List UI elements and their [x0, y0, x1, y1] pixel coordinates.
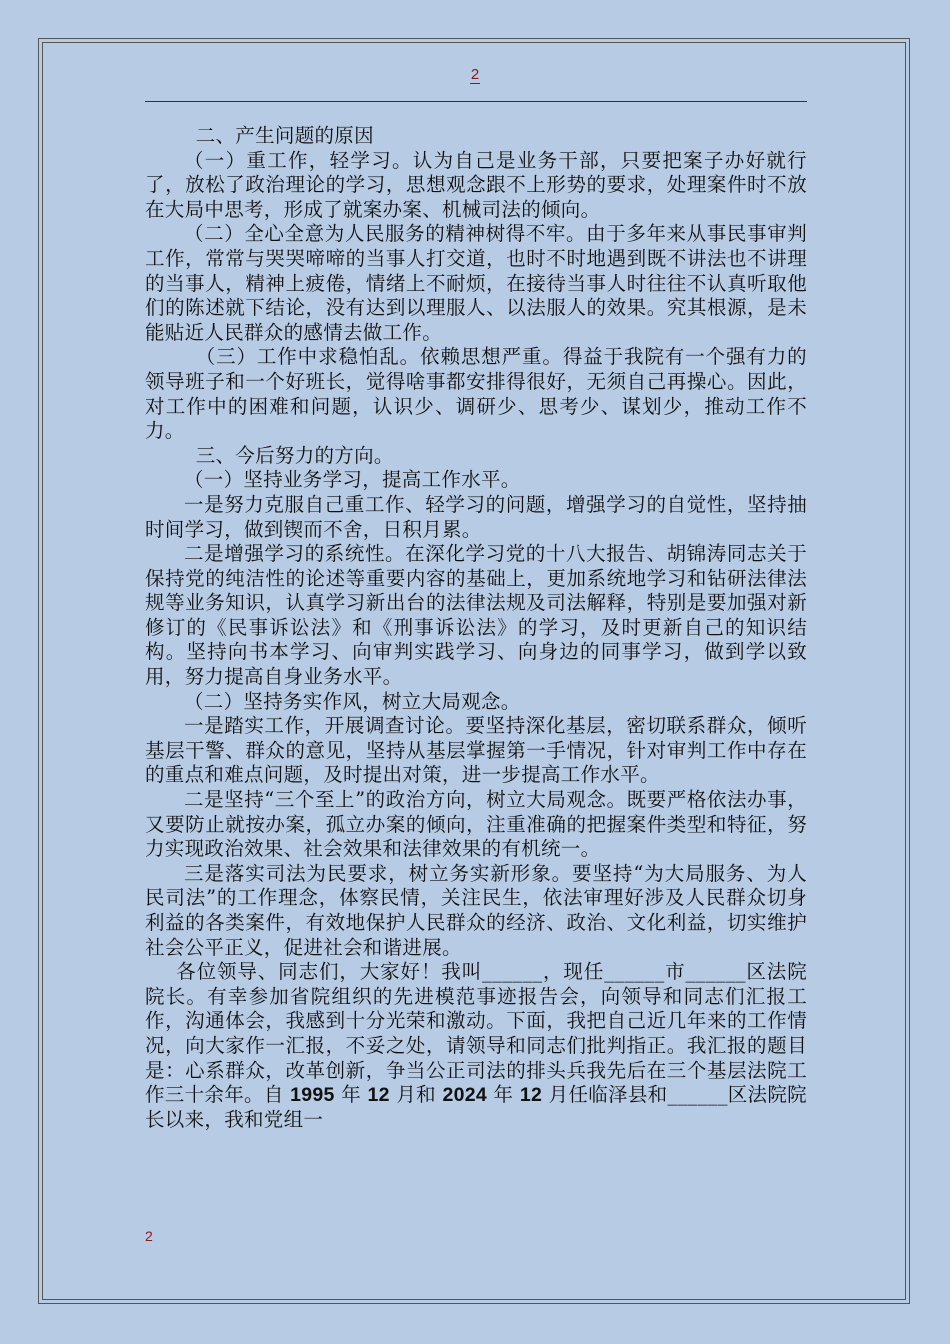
paragraph: 二是坚持“三个至上”的政治方向，树立大局观念。既要严格依法办事，又要防止就按办案，孤立办案的倾向，注重准确的把握案件类型和特征，努力实现政治效果、社会效果和法律效果的有机统一。	[145, 788, 807, 861]
speech-paragraph: 各位领导、同志们，大家好！我叫______，现任______市______区法院院长。有幸参加省院组织的先进模范事迹报告会，向领导和同志们汇报工作，沟通体会，我感到十分光荣和激动。下面，我把自己近几年来的工作情况，向大家作一汇报，不妥之处，请领导和同志们批判指正。我汇报的题目是：心系群众，改革创新，争当公正司法的排头兵我先后在三个基层法院工作三十余年。自 1995 年 12 月和 2024 年 12 月任临泽县和______区法院院长以来，我和党组一	[145, 960, 807, 1131]
paragraph: 一是踏实工作，开展调查讨论。要坚持深化基层，密切联系群众，倾听基层干警、群众的意见，坚持从基层掌握第一手情况，针对审判工作中存在的重点和难点问题，及时提出对策，进一步提高工作水平。	[145, 714, 807, 787]
subsection-heading: （一）坚持业务学习，提高工作水平。	[184, 468, 521, 492]
subsection-heading: （二）坚持务实作风，树立大局观念。	[184, 689, 521, 713]
section-heading: 二、产生问题的原因	[195, 124, 374, 147]
header-rule	[145, 101, 807, 102]
paragraph: （一）重工作，轻学习。认为自己是业务干部，只要把案子办好就行了，放松了政治理论的学习，思想观念跟不上形势的要求，处理案件时不放在大局中思考，形成了就案办案、机械司法的倾向。	[145, 148, 807, 221]
document-body	[145, 124, 807, 1132]
paragraph: （二）全心全意为人民服务的精神树得不牢。由于多年来从事民事审判工作，常常与哭哭啼啼的当事人打交道，也时不时地遇到既不讲法也不讲理的当事人，精神上疲倦，情绪上不耐烦，在接待当事人时往往不认真听取他们的陈述就下结论，没有达到以理服人、以法服人的效果。究其根源，是未能贴近人民群众的感情去做工作。	[145, 222, 807, 344]
paragraph: （三）工作中求稳怕乱。依赖思想严重。得益于我院有一个强有力的领导班子和一个好班长，觉得啥事都安排得很好，无须自己再操心。因此，对工作中的困难和问题，认识少、调研少、思考少、谋划少，推动工作不力。	[145, 345, 807, 443]
paragraph: 一是努力克服自己重工作、轻学习的问题，增强学习的自觉性，坚持抽时间学习，做到锲而不舍，日积月累。	[145, 492, 807, 541]
paragraph: 三是落实司法为民要求，树立务实新形象。要坚持“为大局服务、为人民司法”的工作理念，体察民情，关注民生，依法审理好涉及人民群众切身利益的各类案件，有效地保护人民群众的经济、政治、文化利益，切实维护社会公平正义，促进社会和谐进展。	[145, 861, 807, 959]
footer-page-number: 2	[145, 1228, 153, 1244]
header-page-number: 2	[470, 66, 480, 83]
section-heading: 三、今后努力的方向。	[195, 443, 394, 467]
paragraph: 二是增强学习的系统性。在深化学习党的十八大报告、胡锦涛同志关于保持党的纯洁性的论述等重要内容的基础上，更加系统地学习和钻研法律法规等业务知识，认真学习新出台的法律法规及司法解释，特别是要加强对新修订的《民事诉讼法》和《刑事诉讼法》的学习，及时更新自己的知识结构。坚持向书本学习、向审判实践学习、向身边的同事学习，做到学以致用，努力提高自身业务水平。	[145, 542, 807, 689]
